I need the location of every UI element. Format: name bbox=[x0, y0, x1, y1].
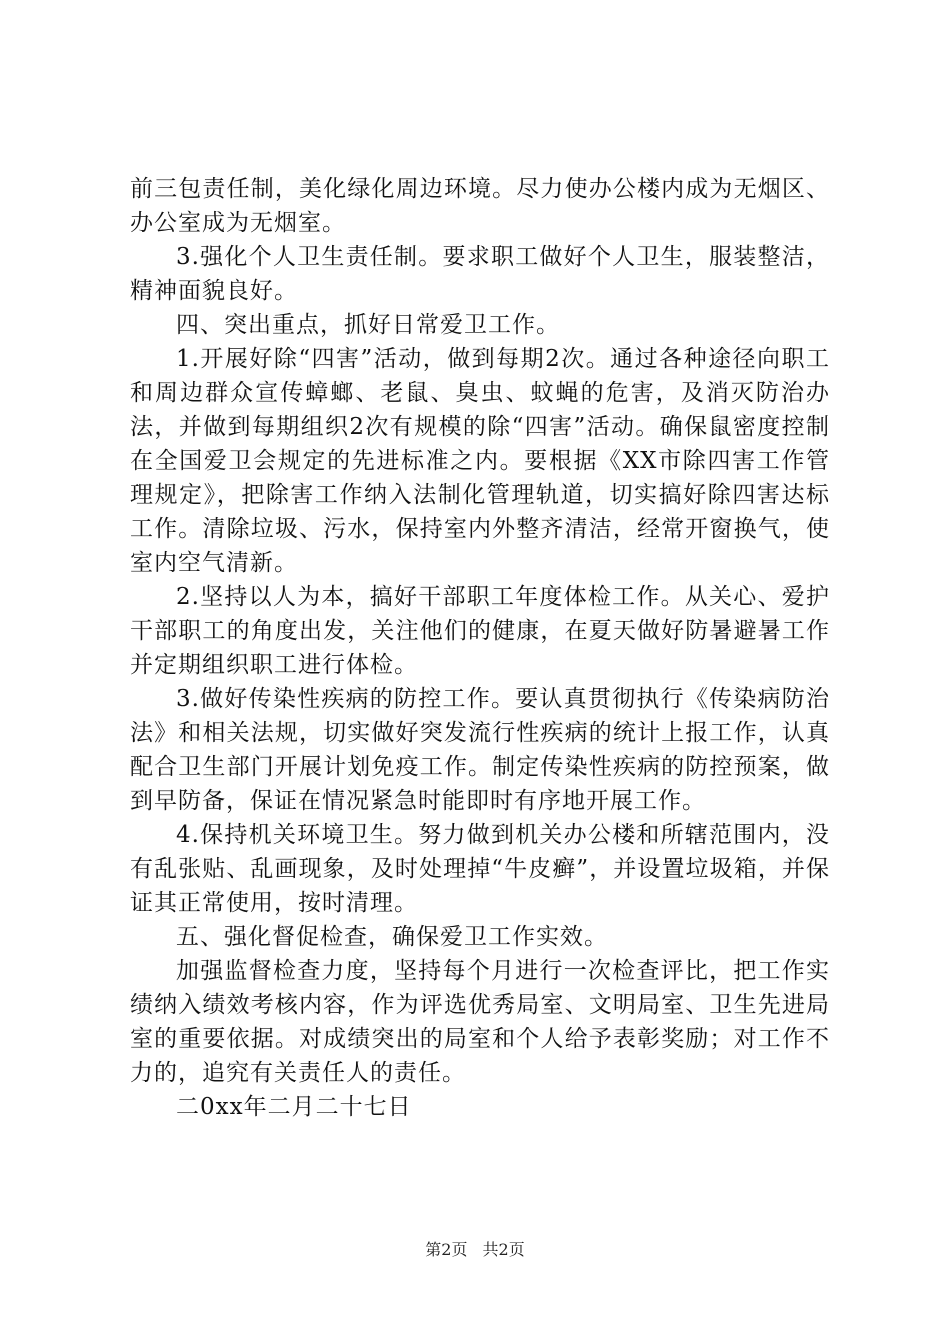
section-heading-five: 五、强化督促检查，确保爱卫工作实效。 bbox=[176, 924, 608, 950]
paragraph-pest-control: 1.开展好除“四害”活动，做到每期2次。通过各种途径向职工和周边群众宣传蟑螂、老鼠、臭虫、蚊蝇的危害，及消灭防治办法，并做到每期组织2次有规模的除“四害”活动。确保鼠密度控制在全国爱卫会规定的先进标准之内。要根据《XX市除四害工作管理规定》，把除害工作纳入法制化管理轨道，切实搞好除四害达标工作。清除垃圾、污水，保持室内外整齐清洁，经常开窗换气，使室内空气清新。 bbox=[130, 346, 830, 576]
document-body bbox=[130, 172, 830, 1124]
page-number-current: 第2页 bbox=[425, 1240, 468, 1259]
paragraph-health-check: 2.坚持以人为本，搞好干部职工年度体检工作。从关心、爱护干部职工的角度出发，关注他们的健康，在夏天做好防暑避暑工作并定期组织职工进行体检。 bbox=[130, 584, 830, 678]
paragraph-inspection: 加强监督检查力度，坚持每个月进行一次检查评比，把工作实绩纳入绩效考核内容，作为评选优秀局室、文明局室、卫生先进局室的重要依据。对成绩突出的局室和个人给予表彰奖励；对工作不力的，追究有关责任人的责任。 bbox=[130, 958, 830, 1086]
section-heading-four: 四、突出重点，抓好日常爱卫工作。 bbox=[176, 312, 560, 338]
paragraph-continuation: 前三包责任制，美化绿化周边环境。尽力使办公楼内成为无烟区、办公室成为无烟室。 bbox=[130, 176, 830, 236]
paragraph-office-environment: 4.保持机关环境卫生。努力做到机关办公楼和所辖范围内，没有乱张贴、乱画现象，及时处理掉“牛皮癣”，并设置垃圾箱，并保证其正常使用，按时清理。 bbox=[130, 822, 830, 916]
paragraph-disease-prevention: 3.做好传染性疾病的防控工作。要认真贯彻执行《传染病防治法》和相关法规，切实做好突发流行性疾病的统计上报工作，认真配合卫生部门开展计划免疫工作。制定传染性疾病的防控预案，做到早防备，保证在情况紧急时能即时有序地开展工作。 bbox=[130, 686, 830, 814]
page-number-total: 共2页 bbox=[482, 1240, 525, 1259]
document-date: 二0xx年二月二十七日 bbox=[176, 1094, 412, 1120]
page-footer bbox=[0, 1240, 950, 1260]
paragraph-personal-hygiene: 3.强化个人卫生责任制。要求职工做好个人卫生，服装整洁，精神面貌良好。 bbox=[130, 244, 830, 304]
